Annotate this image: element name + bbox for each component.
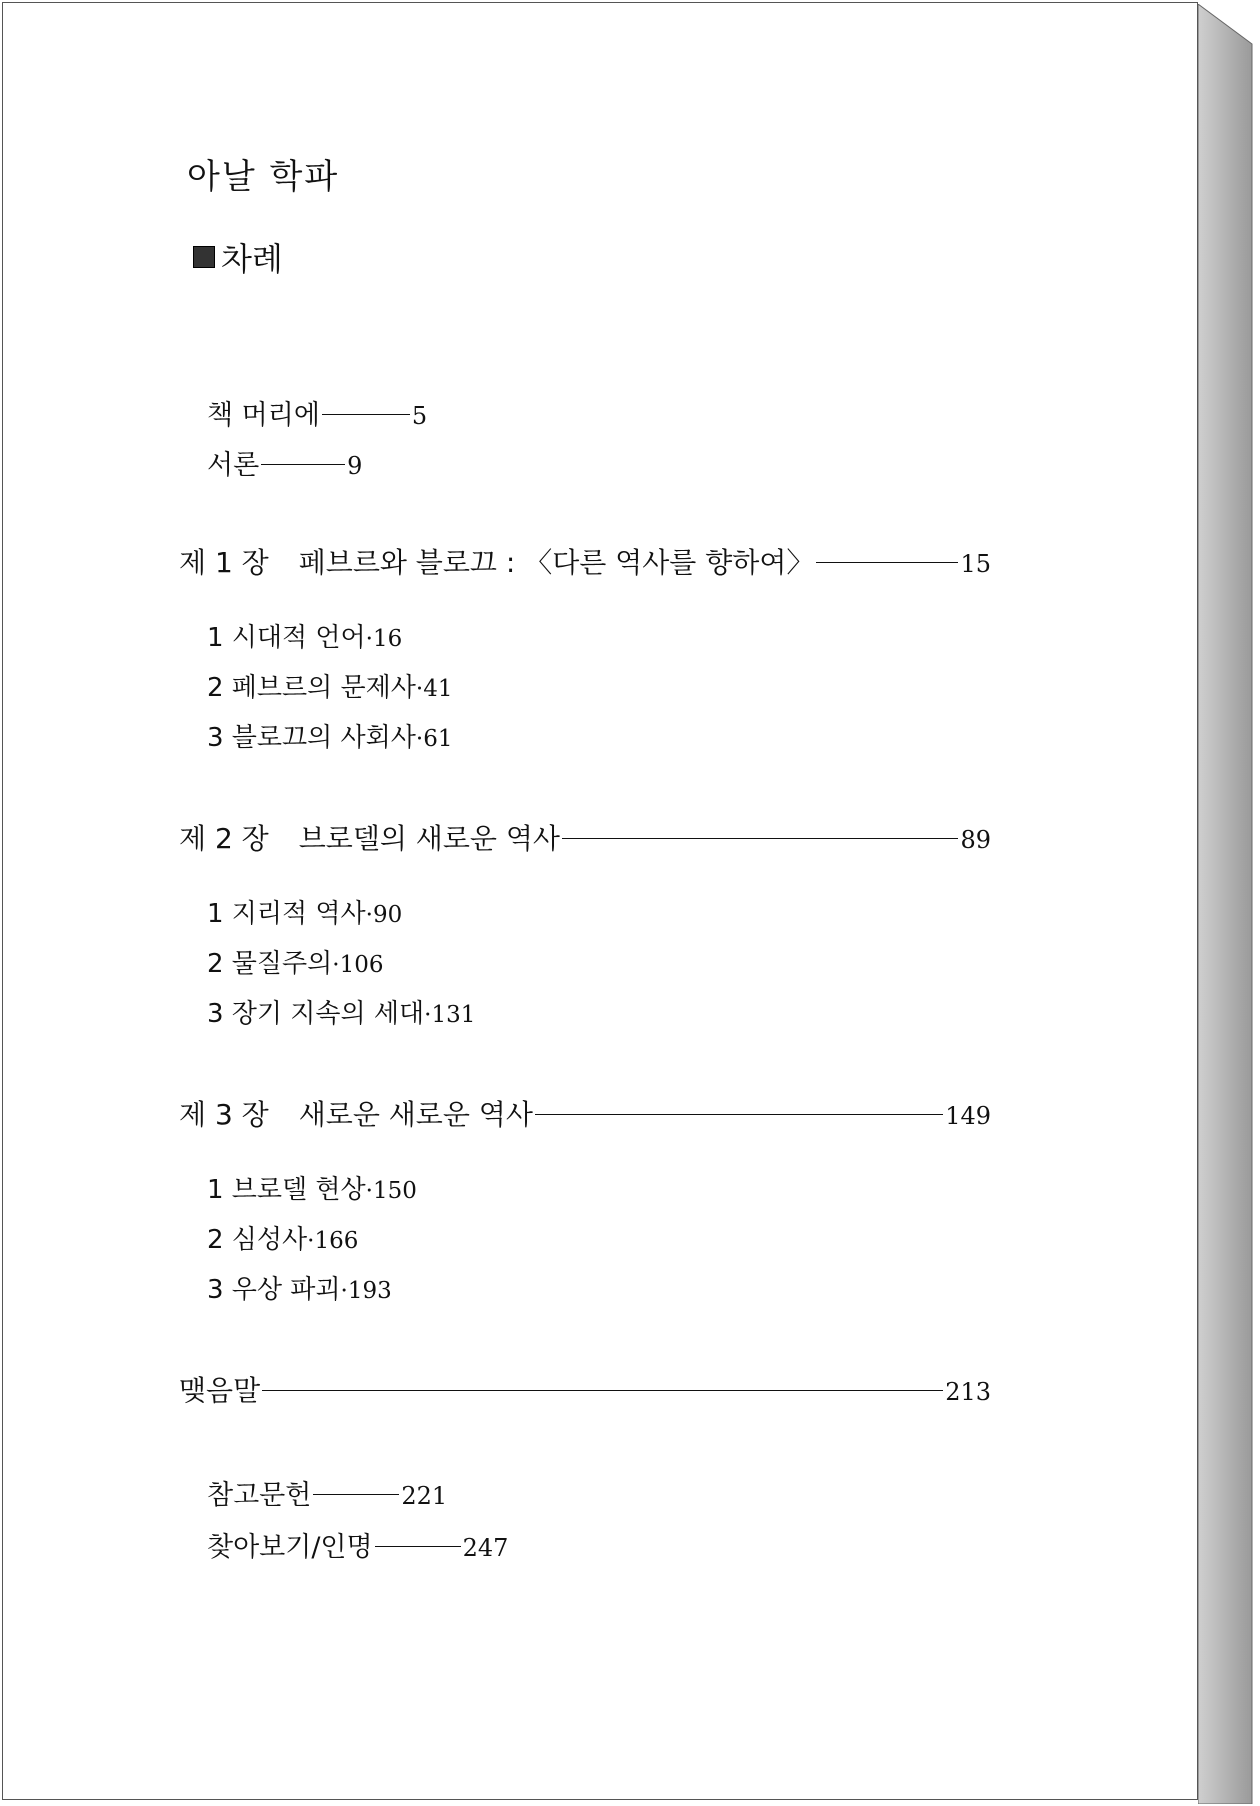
- entry-page: 9: [347, 452, 363, 480]
- toc-chapter-2[interactable]: [179, 817, 991, 857]
- separator-dot: ·: [365, 1178, 373, 1204]
- leader-line: [313, 1494, 399, 1495]
- separator-dot: ·: [365, 626, 373, 652]
- section-page: 61: [423, 726, 453, 752]
- toc-entry-introduction[interactable]: [207, 443, 362, 482]
- toc-section[interactable]: [207, 943, 384, 980]
- entry-label: 찾아보기/인명: [207, 1532, 373, 1563]
- chapter-page: 149: [945, 1102, 991, 1130]
- separator-dot: ·: [424, 1002, 432, 1028]
- book-title: 아날 학파: [187, 157, 340, 197]
- chapter-title: 페브르와 블로끄 : 〈다른 역사를 향하여〉: [298, 546, 815, 579]
- section-page: 166: [314, 1228, 359, 1254]
- square-bullet-icon: [193, 246, 215, 268]
- section-label: 1 시대적 언어: [207, 623, 366, 653]
- toc-section[interactable]: [207, 1269, 392, 1306]
- section-page: 131: [431, 1002, 476, 1028]
- chapter-number: 제 3 장: [179, 1098, 269, 1131]
- toc-section[interactable]: [207, 993, 475, 1030]
- section-label: 1 브로델 현상: [207, 1175, 366, 1205]
- section-page: 41: [423, 676, 453, 702]
- section-label: 1 지리적 역사: [207, 899, 366, 929]
- section-label: 2 페브르의 문제사: [207, 673, 416, 703]
- toc-section[interactable]: [207, 667, 452, 704]
- toc-section[interactable]: [207, 1219, 358, 1256]
- separator-dot: ·: [340, 1278, 348, 1304]
- toc-chapter-3[interactable]: [179, 1093, 991, 1133]
- chapter-number: 제 1 장: [179, 546, 269, 579]
- separator-dot: ·: [415, 726, 424, 752]
- entry-label: 책 머리에: [207, 400, 320, 431]
- book-page: [2, 2, 1198, 1800]
- entry-page: 5: [411, 402, 428, 430]
- chapter-title: 새로운 새로운 역사: [298, 1098, 533, 1131]
- chapter-number: 제 2 장: [179, 822, 269, 855]
- section-page: 150: [372, 1178, 417, 1204]
- section-page: 193: [347, 1278, 392, 1304]
- section-label: 3 장기 지속의 세대: [207, 999, 425, 1029]
- toc-chapter-1[interactable]: [179, 541, 991, 581]
- leader-line: [375, 1546, 461, 1547]
- entry-label: 참고문헌: [207, 1480, 312, 1511]
- section-label: 3 블로끄의 사회사: [207, 723, 416, 753]
- section-page: 16: [372, 626, 403, 652]
- entry-label: 서론: [207, 450, 260, 481]
- conclusion-page: 213: [945, 1378, 991, 1406]
- leader-line: [261, 464, 345, 465]
- section-page: 106: [339, 952, 384, 978]
- leader-line: [816, 562, 958, 563]
- toc-section[interactable]: [207, 1169, 417, 1206]
- section-label: 2 물질주의: [207, 949, 333, 979]
- separator-dot: ·: [415, 676, 424, 702]
- toc-heading: [193, 234, 283, 280]
- toc-section[interactable]: [207, 893, 402, 930]
- toc-entry-references[interactable]: [207, 1473, 447, 1512]
- chapter-page: 89: [960, 826, 991, 854]
- leader-line: [535, 1114, 943, 1115]
- entry-page: 221: [401, 1482, 448, 1510]
- toc-entry-preface[interactable]: [207, 393, 427, 432]
- toc-heading-label: 차례: [221, 240, 283, 278]
- toc-entry-index[interactable]: [207, 1525, 508, 1564]
- section-page: 90: [372, 902, 403, 928]
- leader-line: [262, 1390, 943, 1391]
- chapter-page: 15: [960, 550, 991, 578]
- chapter-title: 브로델의 새로운 역사: [298, 822, 560, 855]
- section-label: 2 심성사: [207, 1225, 308, 1255]
- leader-line: [562, 838, 959, 839]
- separator-dot: ·: [332, 952, 340, 978]
- section-label: 3 우상 파괴: [207, 1275, 341, 1305]
- entry-page: 247: [462, 1534, 509, 1562]
- separator-dot: ·: [365, 902, 373, 928]
- toc-section[interactable]: [207, 717, 452, 754]
- separator-dot: ·: [307, 1228, 315, 1254]
- leader-line: [322, 414, 410, 415]
- toc-conclusion[interactable]: [179, 1369, 991, 1409]
- conclusion-label: 맺음말: [179, 1374, 261, 1407]
- book-spine-edge: [1198, 4, 1254, 1804]
- toc-section[interactable]: [207, 617, 402, 654]
